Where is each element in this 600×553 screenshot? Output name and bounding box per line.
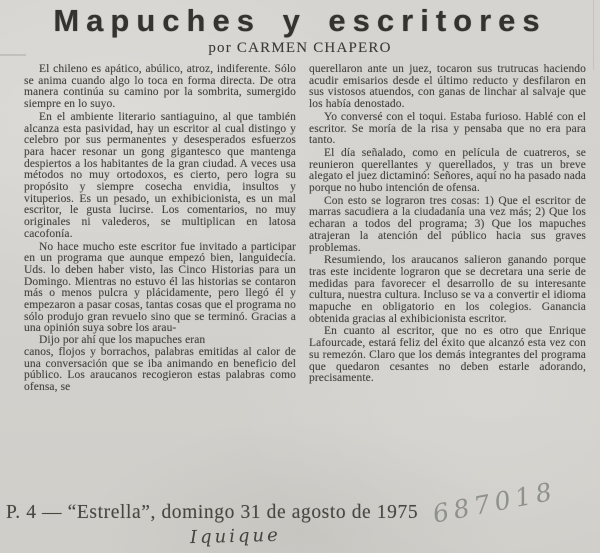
clipping-edge-left — [0, 54, 26, 56]
handwritten-place-annotation: Iquique — [189, 524, 282, 549]
article-masthead — [0, 0, 600, 57]
article-body — [0, 57, 600, 394]
article-paragraph: El día señalado, como en película de cuatreros, se reunieron querellantes y querellados, y tras un breve alegato el juez dictaminó: Señores, aquí no ha pasado nada porque no hubo intención de ofensa. — [309, 146, 586, 195]
handwritten-archive-number: 687018 — [430, 476, 560, 529]
article-paragraph: canos, flojos y borrachos, palabras emitidas al calor de una conversación que se iba animando en beneficio del público. Los araucanos recogieron estas palabras como ofensa, se — [24, 345, 296, 393]
clipping-edge-right — [593, 0, 594, 70]
article-paragraph: Resumiendo, los araucanos salieron ganando porque tras este incidente lograron que se decretara una serie de medidas para favorecer el desarrollo de su interesante cultura, nuestra cultura. Incluso se va a convertir el idioma mapuche en obligatorio en los colegios. Ganancia obtenida gracias al exhibicionista escritor. — [309, 254, 586, 325]
article-byline: por CARMEN CHAPERO — [208, 40, 392, 56]
article-paragraph: Dijo por ahí que los mapuches eran — [39, 334, 206, 347]
article-paragraph: Yo conversé con el toqui. Estaba furioso. Hablé con el escritor. Se moría de la risa y pensaba que no era para tanto. — [309, 110, 586, 147]
article-paragraph: El chileno es apático, abúlico, atroz, indiferente. Sólo se anima cuando algo lo toca en forma directa. De otra manera continúa su camino por la sombrita, sumergido siempre en lo suyo. — [24, 63, 296, 111]
article-title: Mapuches y escritores — [53, 3, 547, 38]
article-column-left — [24, 64, 296, 394]
article-paragraph: En cuanto al escritor, que no es otro que Enrique Lafourcade, estará feliz del éxito que alcanzó esta vez con su remezón. Claro que los demás integrantes del programa que quedaron cesantes no deben estarle adorando, precisamente. — [309, 325, 586, 385]
article-paragraph: No hace mucho este escritor fue invitado a participar en un programa que aunque empezó bien, languidecía. Uds. lo deben haber visto, las Cinco Historias para un Domingo. Mientras no estuvo él las historias se contaron más o menos pulcra y plácidamente, pero llegó él y empezaron a pasar cosas, tantas cosas que el programa no sólo produjo gran revuelo sino que se terminó. Gracias a una opinión suya sobre los arau- — [24, 240, 296, 335]
article-paragraph: En el ambiente literario santiaguino, al que también alcanza esta pasividad, hay un escritor al cual distingo y celebro por sus permanentes y desesperados esfuerzos para hacer resonar un gong gigantesco que mantenga despiertos a los habitantes de la gran ciudad. A veces usa métodos no muy ortodoxos, es cierto, pero logra su propósito y siempre cosecha envidia, insultos y vituperios. Es un pesado, un exhibicionista, es un mal escritor, le gusta lucirse. Los comentarios, no muy originales ni valederos, se multiplican en latosa cacofonía. — [24, 110, 296, 240]
article-paragraph: Con esto se lograron tres cosas: 1) Que el escritor de marras sacudiera a la ciudadanía una vez más; 2) Que los echaran a todos del programa; 3) Que los mapuches atrajeran la atención del público hacia sus graves problemas. — [309, 194, 586, 254]
article-paragraph: querellaron ante un juez, tocaron sus trutrucas haciendo acudir emisarios desde el último reducto y desfilaron en sus vistosos atuendos, con ganas de linchar al salvaje que los había denostado. — [309, 63, 586, 111]
source-citation: P. 4 — “Estrella”, domingo 31 de agosto de 1975 — [6, 502, 419, 523]
article-column-right — [309, 64, 586, 394]
